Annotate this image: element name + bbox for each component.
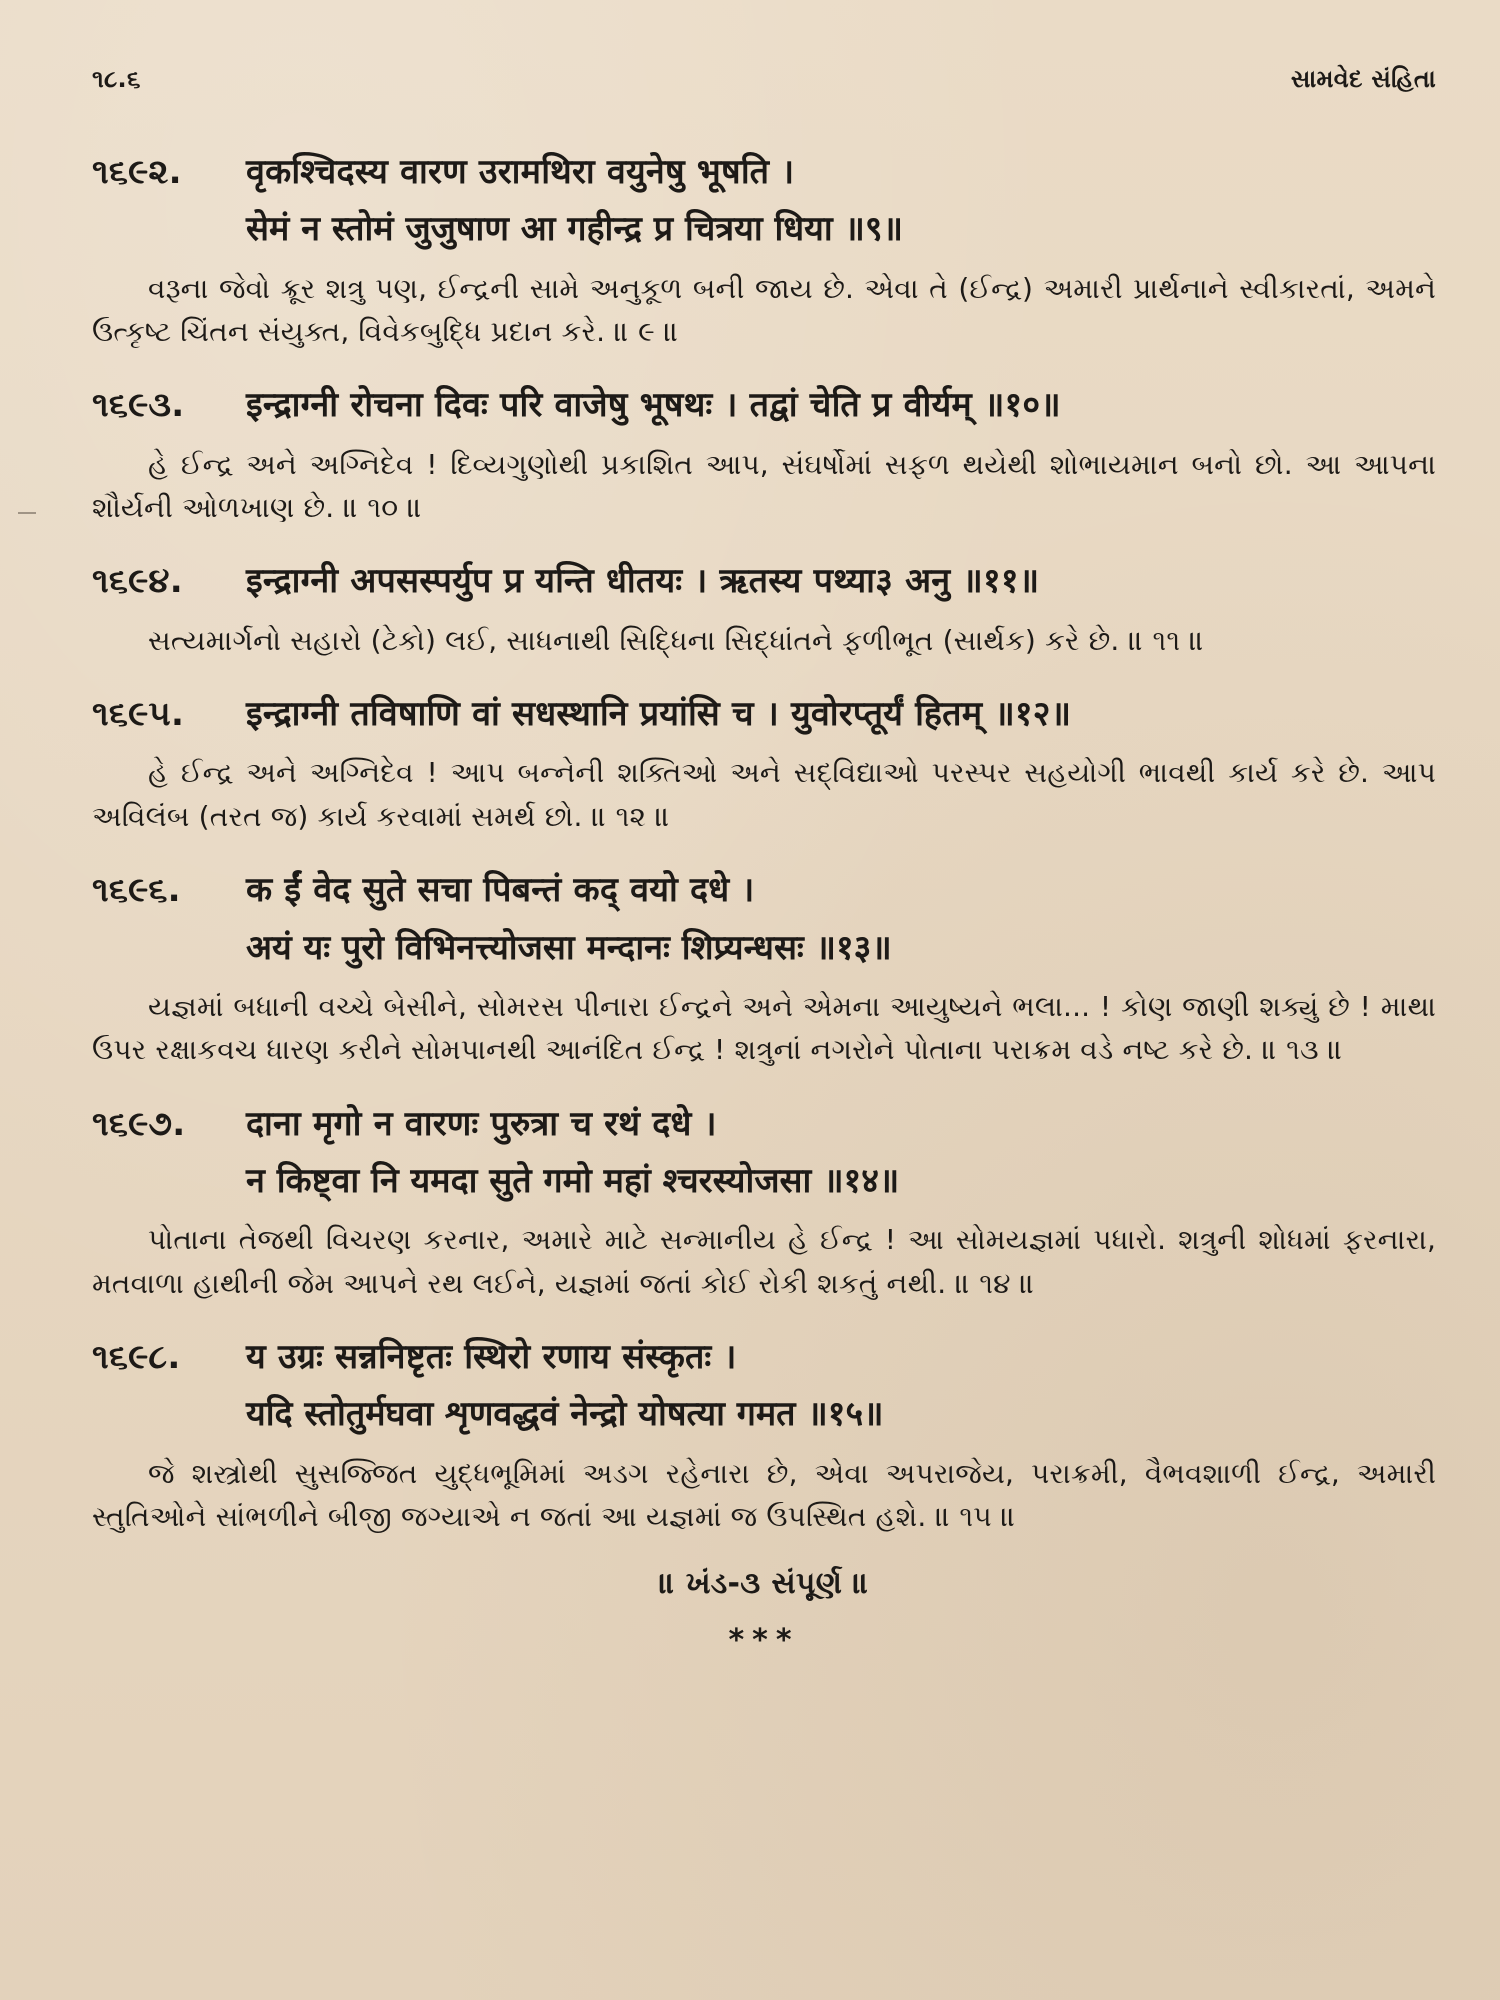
verse-line	[92, 1333, 1436, 1382]
verse-text: इन्द्राग्नी अपसस्पर्युप प्र यन्ति धीतयः । ऋतस्य पथ्या३ अनु ॥११॥	[246, 561, 1040, 602]
verse-text: इन्द्राग्नी रोचना दिवः परि वाजेषु भूषथः । तद्वां चेति प्र वीर्यम् ॥१०॥	[246, 385, 1061, 426]
verse-text: न किष्ट्वा नि यमदा सुते गमो महां श्चरस्योजसा ॥१४॥	[246, 1160, 900, 1201]
section-separator-stars: ***	[728, 1623, 800, 1659]
section-complete-label: ॥ ખંડ-૩ સંપૂર્ણ ॥	[658, 1566, 870, 1602]
verse-text: दाना मृगो न वारणः पुरुत्रा च रथं दधे ।	[246, 1103, 717, 1144]
translation-paragraph: પોતાના તેજથી વિચરણ કરનાર, અમારે માટે સન્માનીય હે ઈન્દ્ર ! આ સોમયજ્ઞમાં પધારો. શત્રુની શોધમાં ફરનારા, મતવાળા હાથીની જેમ આપને રથ લઈને, યજ્ઞમાં જતાં કોઈ રોકી શકતું નથી. ॥ ૧૪ ॥	[92, 1223, 1436, 1300]
verse-number: ૧૬૯૭.	[92, 1103, 186, 1144]
verse-number: ૧૬૯૩.	[92, 385, 185, 426]
verse-block-1692	[92, 148, 1436, 255]
page-number: ૧૮.૬	[92, 65, 141, 93]
translation-paragraph: જે શસ્ત્રોથી સુસજ્જિત યુદ્ધભૂમિમાં અડગ રહેનારા છે, એવા અપરાજેય, પરાક્રમી, વૈભવશાળી ઈન્દ્ર, અમારી સ્તુતિઓને સાંભળીને બીજી જગ્યાએ ન જતાં આ યજ્ઞમાં જ ઉપસ્થિત હશે. ॥ ૧૫ ॥	[92, 1456, 1436, 1533]
translation-paragraph: સત્યમાર્ગનો સહારો (ટેકો) લઈ, સાધનાથી સિદ્ધિના સિદ્ધાંતને ફળીભૂત (સાર્થક) કરે છે. ॥ ૧૧ ॥	[148, 623, 1205, 657]
verse-number: ૧૬૯૮.	[92, 1336, 181, 1377]
verse-line	[92, 690, 1436, 739]
verse-text: अयं यः पुरो विभिनत्त्योजसा मन्दानः शिप्र्यन्धसः ॥१३॥	[246, 927, 892, 968]
translation-paragraph: હે ઈન્દ્ર અને અગ્નિદેવ ! આપ બન્નેની શક્તિઓ અને સદ્‌વિદ્યાઓ પરસ્પર સહયોગી ભાવથી કાર્ય કરે છે. આપ અવિલંબ (તરત જ) કાર્ય કરવામાં સમર્થ છો. ॥ ૧૨ ॥	[92, 756, 1436, 833]
translation-paragraph: વરૂના જેવો ક્રૂર શત્રુ પણ, ઈન્દ્રની સામે અનુકૂળ બની જાય છે. એવા તે (ઈન્દ્ર) અમારી પ્રાર્થનાને સ્વીકારતાં, અમને ઉત્કૃષ્ટ ચિંતન સંયુક્ત, વિવેકબુદ્ધિ પ્રદાન કરે. ॥ ૯ ॥	[92, 271, 1436, 348]
verse-block-1696	[92, 866, 1436, 973]
verse-block-1695	[92, 690, 1436, 739]
verse-line	[92, 381, 1436, 430]
verse-block-1694	[92, 557, 1436, 606]
verse-line	[92, 148, 1436, 197]
verse-number: ૧૬૯૨.	[92, 152, 182, 192]
page-header	[92, 58, 1436, 100]
verse-block-1693	[92, 381, 1436, 430]
verse-text: सेमं न स्तोमं जुजुषाण आ गहीन्द्र प्र चित्रया धिया ॥९॥	[246, 209, 903, 250]
verse-text: वृकश्चिदस्य वारण उरामथिरा वयुनेषु भूषति ।	[246, 152, 795, 192]
verse-number: ૧૬૯૬.	[92, 870, 181, 911]
translation-paragraph: યજ્ઞમાં બધાની વચ્ચે બેસીને, સોમરસ પીનારા ઈન્દ્રને અને એમના આયુષ્યને ભલા... ! કોણ જાણી શક્યું છે ! માથા ઉપર રક્ષાકવચ ધારણ કરીને સોમપાનથી આનંદિત ઈન્દ્ર ! શત્રુનાં નગરોને પોતાના પરાક્રમ વડે નષ્ટ કરે છે. ॥ ૧૩ ॥	[92, 989, 1436, 1067]
verse-text: य उग्रः सन्ननिष्टृतः स्थिरो रणाय संस्कृतः ।	[246, 1336, 737, 1377]
verse-text: इन्द्राग्नी तविषाणि वां सधस्थानि प्रयांसि च । युवोरप्तूर्यं हितम् ॥१२॥	[246, 694, 1072, 735]
verse-line	[92, 557, 1436, 606]
verse-line	[92, 1100, 1436, 1149]
verse-text: यदि स्तोतुर्मघवा शृणवद्धवं नेन्द्रो योषत्या गमत ॥१५॥	[246, 1394, 884, 1435]
verse-text: क ईं वेद सुते सचा पिबन्तं कद् वयो दधे ।	[246, 870, 755, 911]
verse-number: ૧૬૯૪.	[92, 561, 183, 602]
verse-number: ૧૬૯૫.	[92, 694, 185, 735]
translation-paragraph: હે ઈન્દ્ર અને અગ્નિદેવ ! દિવ્યગુણોથી પ્રકાશિત આપ, સંઘર્ષોમાં સફળ થયેથી શોભાયમાન બનો છો. આ આપના શૌર્યની ઓળખાણ છે. ॥ ૧૦ ॥	[92, 447, 1436, 525]
margin-mark	[18, 512, 36, 514]
book-title: સામવેદ સંહિતા	[1290, 65, 1436, 93]
verse-block-1697	[92, 1100, 1436, 1207]
verse-line	[92, 866, 1436, 915]
verse-block-1698	[92, 1333, 1436, 1440]
